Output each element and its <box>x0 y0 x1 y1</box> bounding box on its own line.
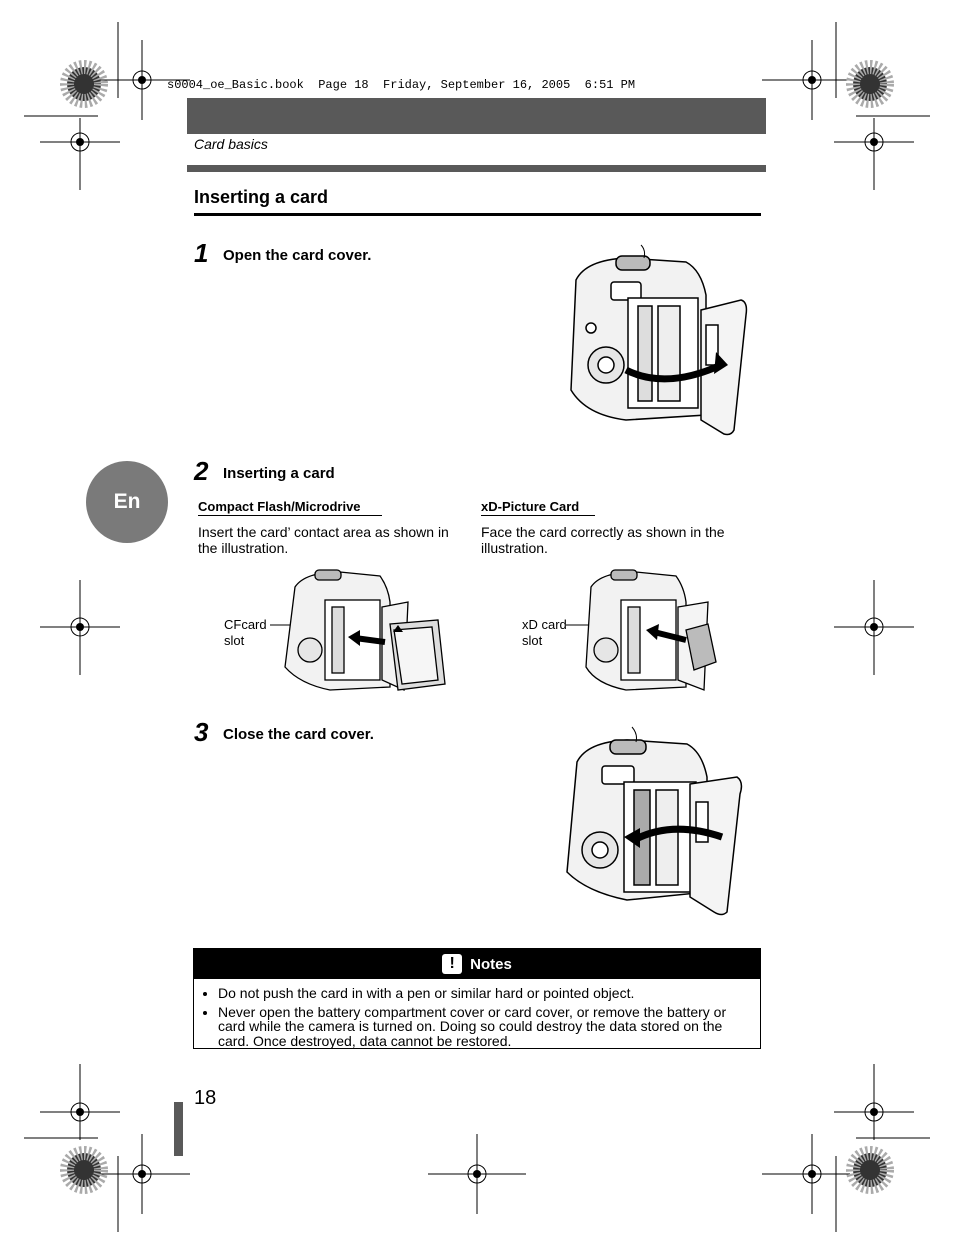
notes-item: • Do not push the card in with a pen or similar hard or pointed object. <box>218 986 748 1001</box>
illustration-close-cover <box>562 722 747 917</box>
page-side-bar <box>174 1102 183 1156</box>
cf-description-line-1: Insert the card’ contact area as shown in <box>198 524 449 540</box>
header-bar <box>187 98 766 134</box>
step-2-text: Inserting a card <box>223 465 335 482</box>
notes-item: • Never open the battery compartment cover or card cover, or remove the battery or card while the camera is turned on. Doing so could destroy the data stored on the card. Once destroyed, data cannot be restored. <box>218 1005 748 1049</box>
cf-slot-label-line-1: CFcard <box>224 617 267 632</box>
xd-description <box>481 524 725 556</box>
illustration-insert-xd <box>566 562 726 697</box>
xd-slot-label <box>522 617 567 649</box>
language-tab: En <box>86 461 168 543</box>
illustration-insert-cf <box>270 562 450 697</box>
step-3-text: Close the card cover. <box>223 726 374 743</box>
step-1-text: Open the card cover. <box>223 247 372 264</box>
cf-slot-label <box>224 617 267 649</box>
step-2-number: 2 <box>194 456 209 486</box>
step-1-number: 1 <box>194 238 209 268</box>
section-label: Card basics <box>194 136 268 152</box>
page-number: 18 <box>194 1087 217 1109</box>
xd-subtitle: xD-Picture Card <box>481 499 595 516</box>
exclamation-icon: ! <box>442 954 462 974</box>
cf-description <box>198 524 449 556</box>
cf-slot-label-line-2: slot <box>224 633 245 648</box>
notes-header <box>194 949 760 979</box>
print-header: s0004_oe_Basic.book Page 18 Friday, September 16, 2005 6:51 PM <box>167 78 636 92</box>
illustration-open-cover <box>566 240 756 440</box>
xd-slot-label-line-1: xD card <box>522 617 567 632</box>
xd-description-line-1: Face the card correctly as shown in the <box>481 524 725 540</box>
step-3-number: 3 <box>194 717 209 747</box>
page-title: Inserting a card <box>194 187 329 207</box>
notes-box <box>193 948 761 1049</box>
cf-description-line-2: the illustration. <box>198 540 289 556</box>
title-underline <box>194 213 761 216</box>
cf-subtitle: Compact Flash/Microdrive <box>198 499 382 516</box>
header-rule <box>187 165 766 172</box>
notes-list <box>194 979 760 1048</box>
xd-description-line-2: illustration. <box>481 540 548 556</box>
xd-slot-label-line-2: slot <box>522 633 543 648</box>
notes-title: Notes <box>470 955 512 973</box>
